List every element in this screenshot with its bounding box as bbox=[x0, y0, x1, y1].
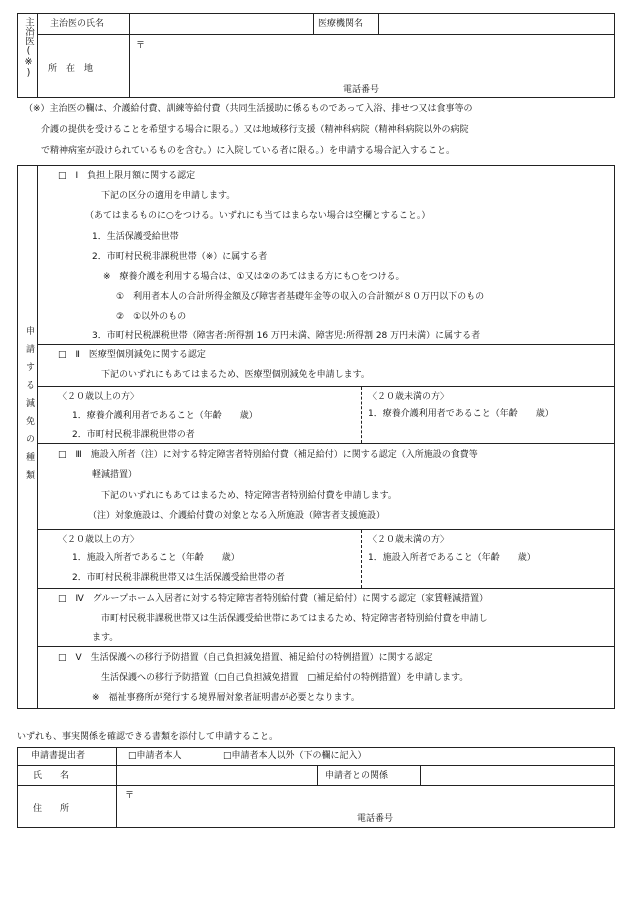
section-2-minor-item: 1．療養介護利用者であること（年齢 歳） bbox=[368, 409, 554, 419]
section-3-text: 下記のいずれにもあてはまるため、特定障害者特別給付費を申請します。 bbox=[101, 491, 397, 501]
section-1-option[interactable]: 1．生活保護受給世帯 bbox=[92, 232, 179, 242]
physician-name-label: 主治医の氏名 bbox=[50, 19, 105, 29]
submitter-phone-label: 電話番号 bbox=[357, 814, 394, 824]
divider bbox=[317, 765, 318, 785]
divider bbox=[37, 386, 615, 387]
section-3-title-cont: 軽減措置） bbox=[92, 470, 138, 480]
submitter-postal-mark: 〒 bbox=[125, 791, 135, 801]
submitter-name-field[interactable] bbox=[117, 766, 316, 785]
section-3-minor-item: 1．施設入所者であること（年齢 歳） bbox=[368, 553, 536, 563]
note-line: （※）主治医の欄は、介護給付費、訓練等給付費（共同生活援助に係るものであって入浴、排せつ又は食事等の bbox=[24, 104, 473, 114]
section-3-text: （注）対象施設は、介護給付費の対象となる入所施設（障害者支援施設） bbox=[88, 511, 386, 521]
section-1-option[interactable]: 2．市町村民税非課税世帯（※）に属する者 bbox=[92, 252, 268, 262]
section-4-title[interactable]: □ Ⅳ グループホーム入居者に対する特定障害者特別給付費（補足給付）に関する認定（家賃軽減措置） bbox=[58, 594, 489, 604]
section-2-adult-heading: 〈２０歳以上の方〉 bbox=[58, 392, 140, 402]
physician-side-label: 主治医(※) bbox=[23, 17, 34, 79]
section-2-adult-item: 2．市町村民税非課税世帯の者 bbox=[72, 430, 195, 440]
submitter-other-checkbox[interactable]: □申請者本人以外（下の欄に記入） bbox=[223, 751, 367, 761]
note-line: 介護の提供を受けることを希望する場合に限る。）又は地域移行支援（精神科病院（精神科病院以外の病院 bbox=[41, 125, 469, 135]
section-1-text: （あてはまるものに○をつける。いずれにも当てはまらない場合は空欄とすること。） bbox=[85, 211, 431, 221]
note-line: で精神病室が設けられているものを含む。）に入院している者に限る。）を申請する場合記入すること。 bbox=[41, 146, 456, 156]
section-3-title[interactable]: □ Ⅲ 施設入所者（注）に対する特定障害者特別給付費（補足給付）に関する認定（入所施設の食費等 bbox=[58, 450, 478, 460]
divider bbox=[361, 387, 362, 443]
section-1-text: 下記の区分の適用を申請します。 bbox=[101, 191, 236, 201]
section-3-minor-heading: 〈２０歳未満の方〉 bbox=[368, 535, 450, 545]
institution-label: 医療機関名 bbox=[318, 19, 364, 29]
footer-note: いずれも、事実関係を確認できる書類を添付して申請すること。 bbox=[17, 732, 279, 742]
submitter-label: 申請書提出者 bbox=[31, 751, 86, 761]
reduction-side-label: 申請する減免の種類 bbox=[24, 326, 34, 488]
submitter-self-checkbox[interactable]: □申請者本人 bbox=[128, 751, 182, 761]
postal-mark: 〒 bbox=[136, 41, 146, 51]
divider bbox=[37, 529, 615, 530]
submitter-name-label: 氏 名 bbox=[33, 771, 70, 781]
relation-label: 申請者との関係 bbox=[325, 771, 389, 781]
section-2-text: 下記のいずれにもあてはまるため、医療型個別減免を申請します。 bbox=[101, 370, 370, 380]
section-1-option[interactable]: ① 利用者本人の合計所得金額及び障害者基礎年金等の収入の合計額が８０万円以下のもの bbox=[116, 292, 485, 302]
section-1-title[interactable]: □ Ⅰ 負担上限月額に関する認定 bbox=[58, 171, 196, 181]
section-5-note: ※ 福祉事務所が発行する境界層対象者証明書が必要となります。 bbox=[92, 693, 360, 703]
section-3-adult-item: 1．施設入所者であること（年齢 歳） bbox=[72, 553, 240, 563]
section-2-adult-item: 1．療養介護利用者であること（年齢 歳） bbox=[72, 411, 258, 421]
divider bbox=[37, 443, 615, 444]
divider bbox=[37, 344, 615, 345]
section-1-option[interactable]: 3．市町村民税課税世帯（障害者:所得割 16 万円未満、障害児:所得割 28 万円未満）に属する者 bbox=[92, 331, 481, 341]
section-1-text: ※ 療養介護を利用する場合は、①又は②のあてはまる方にも○をつける。 bbox=[103, 272, 405, 282]
section-5-text[interactable]: 生活保護への移行予防措置（□自己負担減免措置 □補足給付の特例措置）を申請します。 bbox=[101, 673, 469, 683]
section-4-text: ます。 bbox=[92, 633, 119, 643]
section-5-title[interactable]: □ Ⅴ 生活保護への移行予防措置（自己負担減免措置、補足給付の特例措置）に関する認定 bbox=[58, 653, 433, 663]
section-2-title[interactable]: □ Ⅱ 医療型個別減免に関する認定 bbox=[58, 350, 206, 360]
section-3-adult-heading: 〈２０歳以上の方〉 bbox=[58, 535, 140, 545]
section-1-option[interactable]: ② ①以外のもの bbox=[116, 312, 187, 322]
section-3-adult-item: 2．市町村民税非課税世帯又は生活保護受給世帯の者 bbox=[72, 573, 285, 583]
divider bbox=[37, 588, 615, 589]
section-2-minor-heading: 〈２０歳未満の方〉 bbox=[368, 392, 450, 402]
divider bbox=[37, 13, 38, 98]
phone-label: 電話番号 bbox=[343, 85, 380, 95]
divider bbox=[313, 13, 314, 34]
divider bbox=[37, 165, 38, 709]
submitter-address-label: 住 所 bbox=[33, 804, 70, 814]
address-label: 所 在 地 bbox=[48, 64, 94, 74]
physician-name-field[interactable] bbox=[130, 14, 312, 34]
institution-field[interactable] bbox=[379, 14, 614, 34]
relation-field[interactable] bbox=[421, 766, 614, 785]
divider bbox=[37, 646, 615, 647]
divider bbox=[361, 530, 362, 588]
section-4-text: 市町村民税非課税世帯又は生活保護受給世帯にあてはまるため、特定障害者特別給付費を申請し bbox=[101, 614, 488, 624]
